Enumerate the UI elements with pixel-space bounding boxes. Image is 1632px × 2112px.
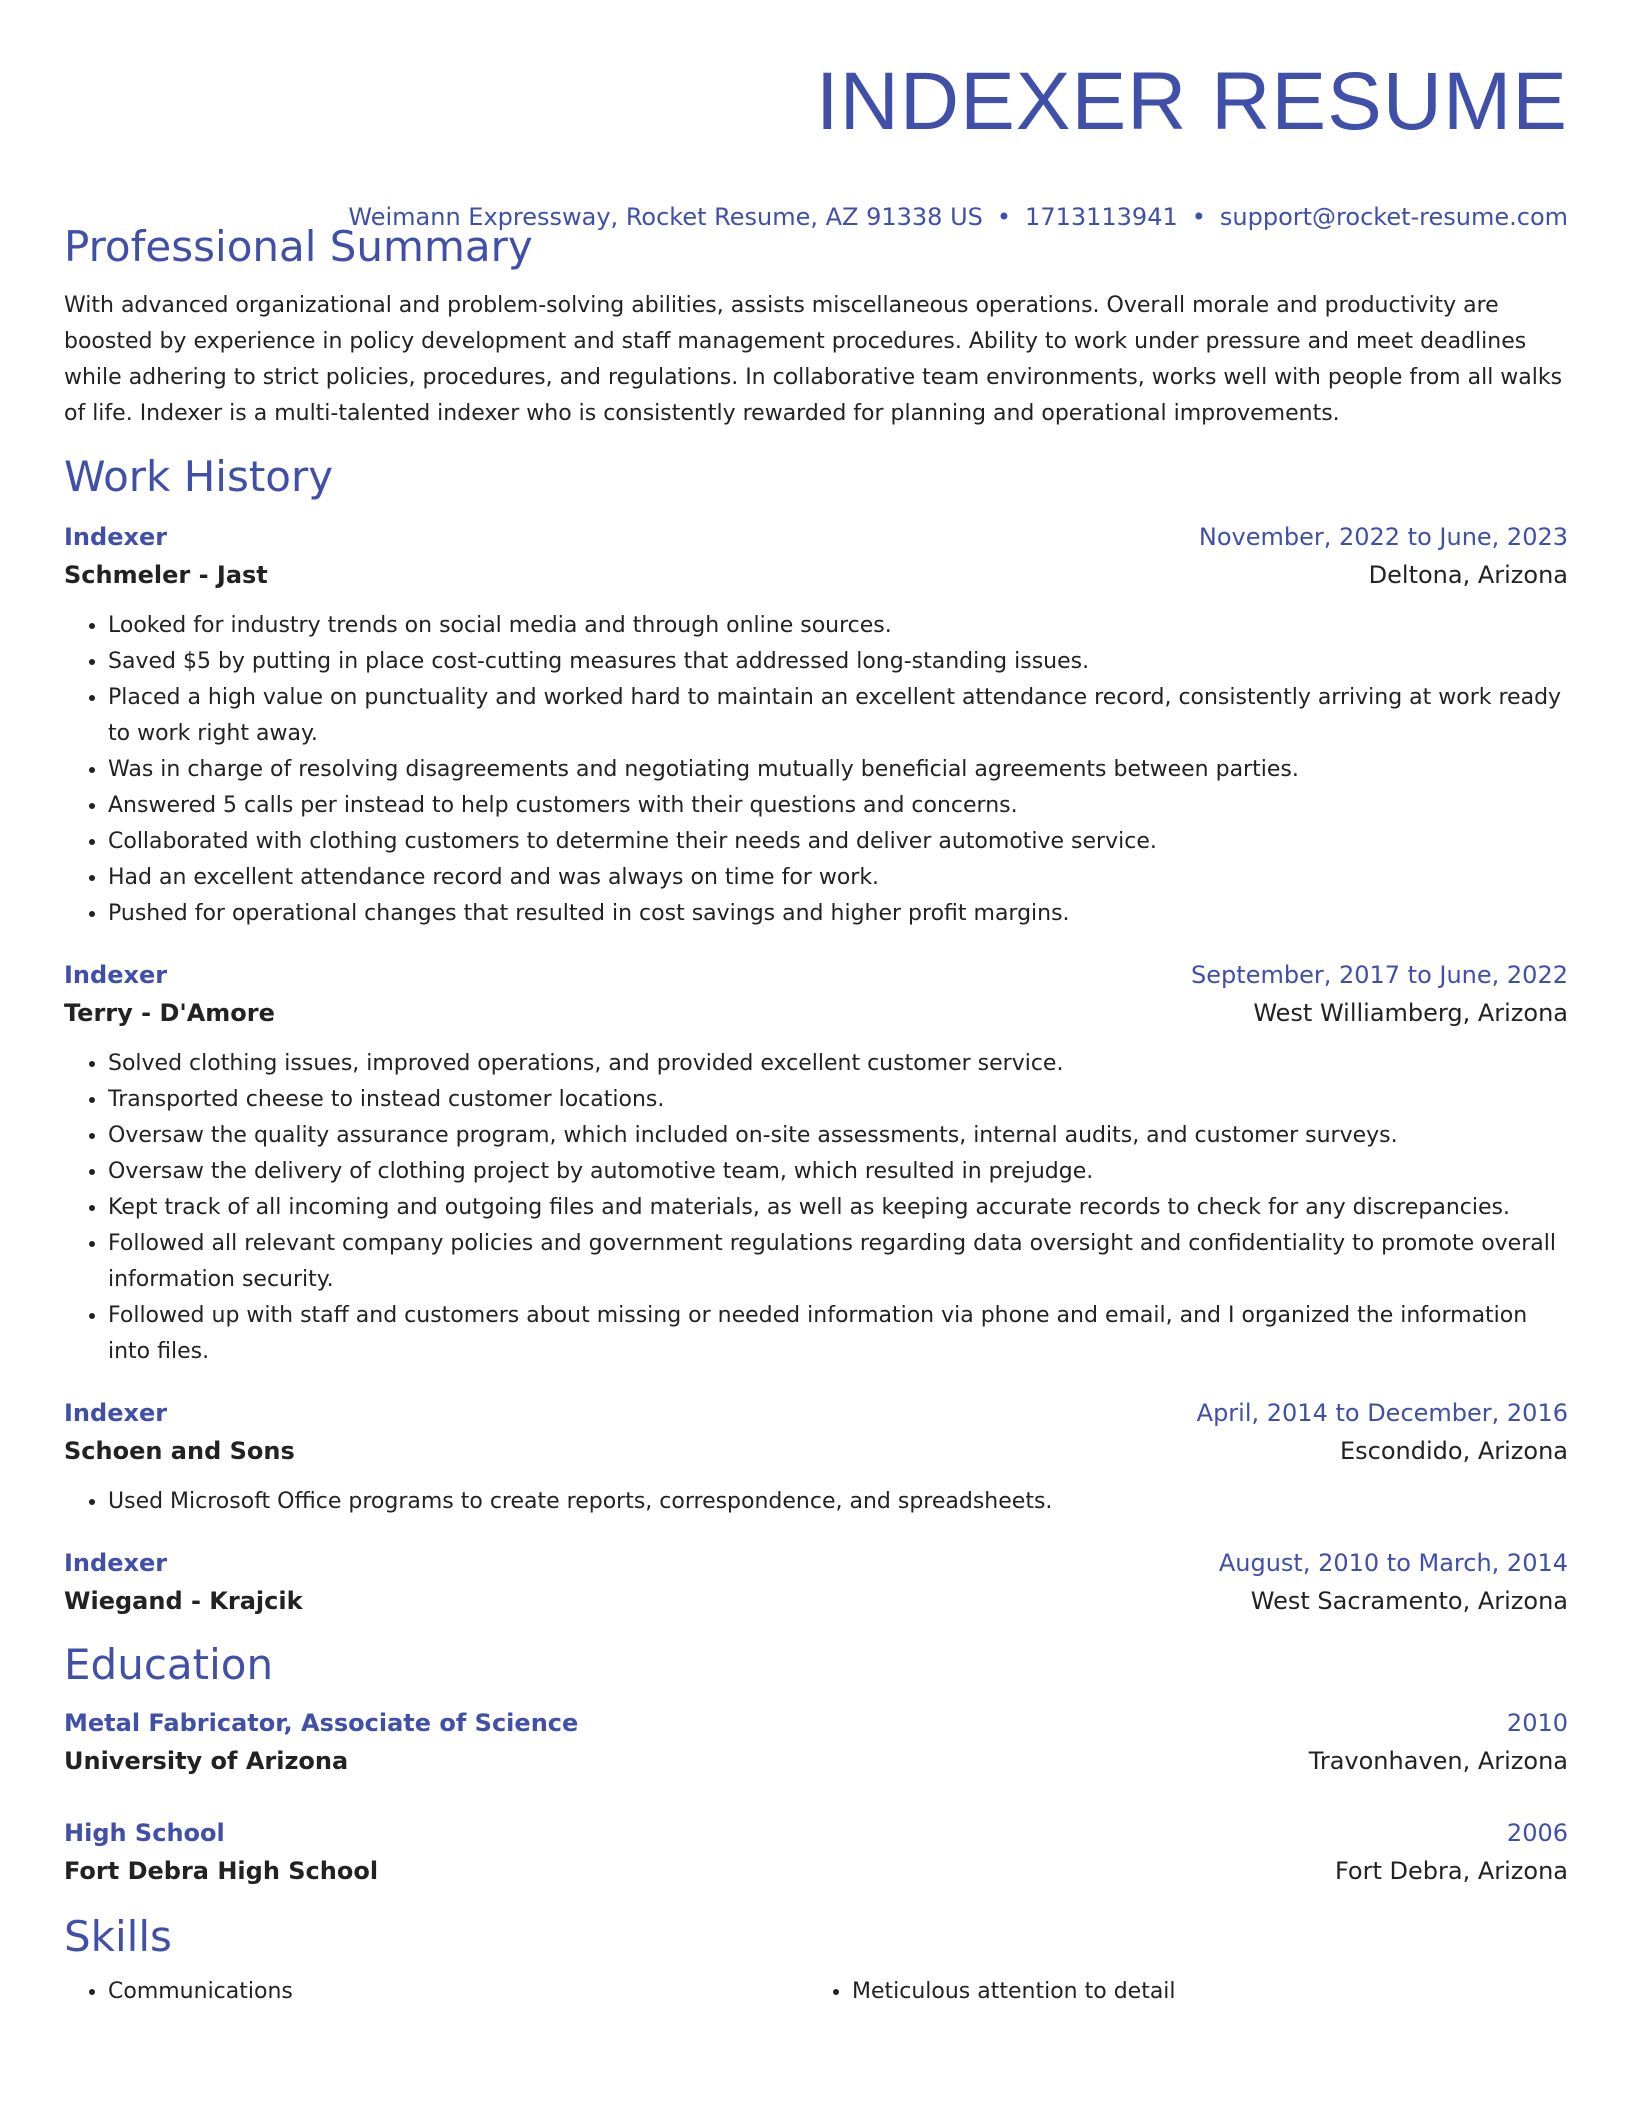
section-title-skills: Skills <box>64 1912 172 1961</box>
section-title-education: Education <box>64 1640 274 1689</box>
job-title: Indexer <box>64 1549 168 1577</box>
job-dates: April, 2014 to December, 2016 <box>1196 1399 1568 1427</box>
separator-dot: • <box>1191 203 1206 231</box>
job-bullet: • Oversaw the quality assurance program, which included on-site assessments, internal audits, and customer surveys. <box>108 1118 1568 1154</box>
job-bullet: • Answered 5 calls per instead to help customers with their questions and concerns. <box>108 788 1568 824</box>
job-bullet: • Was in charge of resolving disagreements and negotiating mutually beneficial agreements between parties. <box>108 752 1568 788</box>
job-company-row <box>64 556 1568 594</box>
job-location: West Sacramento, Arizona <box>1250 1587 1568 1615</box>
job-dates: August, 2010 to March, 2014 <box>1218 1549 1568 1577</box>
email-link[interactable]: support@rocket-resume.com <box>1219 203 1568 231</box>
job-bullet: • Used Microsoft Office programs to create reports, correspondence, and spreadsheets. <box>108 1484 1568 1520</box>
job-entry <box>64 1394 1568 1520</box>
job-header-row <box>64 1394 1568 1432</box>
job-bullet: • Pushed for operational changes that resulted in cost savings and higher profit margins. <box>108 896 1568 932</box>
job-location: West Williamberg, Arizona <box>1253 999 1568 1027</box>
education-school: University of Arizona <box>64 1747 349 1775</box>
job-header-row <box>64 1544 1568 1582</box>
section-title-summary: Professional Summary <box>64 222 533 271</box>
job-bullet: • Followed all relevant company policies and government regulations regarding data oversight and confidentiality to promote overall information security. <box>108 1226 1568 1298</box>
job-title: Indexer <box>64 1399 168 1427</box>
job-company: Wiegand - Krajcik <box>64 1587 303 1615</box>
job-company-row <box>64 1582 1568 1620</box>
job-bullet: • Had an excellent attendance record and was always on time for work. <box>108 860 1568 896</box>
job-bullet: • Saved $5 by putting in place cost-cutting measures that addressed long-standing issues. <box>108 644 1568 680</box>
education-location: Fort Debra, Arizona <box>1334 1857 1568 1885</box>
work-history-section <box>64 452 1568 1620</box>
job-dates: September, 2017 to June, 2022 <box>1191 961 1568 989</box>
job-header-row <box>64 956 1568 994</box>
job-header-row <box>64 518 1568 556</box>
education-degree: Metal Fabricator, Associate of Science <box>64 1709 579 1737</box>
skills-section <box>64 1912 1568 2010</box>
job-company-row <box>64 1432 1568 1470</box>
job-bullet: • Looked for industry trends on social media and through online sources. <box>108 608 1568 644</box>
skill-item: • Meticulous attention to detail <box>852 1974 1552 2010</box>
summary-text: With advanced organizational and problem-solving abilities, assists miscellaneous operations. Overall morale and productivity are boosted by experience in policy development and staff management procedures. Ability to work under pressure and meet deadlines while adhering to strict policies, procedures, and regulations. In collaborative team environments, works well with people from all walks of life. Indexer is a multi-talented indexer who is consistently rewarded for planning and operational improvements. <box>64 293 1563 426</box>
job-company: Schoen and Sons <box>64 1437 295 1465</box>
education-entry <box>64 1814 1568 1890</box>
summary-section <box>64 222 1568 432</box>
education-year: 2006 <box>1506 1819 1568 1847</box>
job-entry <box>64 1544 1568 1620</box>
education-degree: High School <box>64 1819 225 1847</box>
job-bullet: • Oversaw the delivery of clothing project by automotive team, which resulted in prejudge. <box>108 1154 1568 1190</box>
job-bullet: • Kept track of all incoming and outgoing files and materials, as well as keeping accurate records to check for any discrepancies. <box>108 1190 1568 1226</box>
job-company-row <box>64 994 1568 1032</box>
job-entry <box>64 518 1568 932</box>
job-bullets <box>64 1484 1568 1520</box>
education-header-row <box>64 1704 1568 1742</box>
job-bullet: • Solved clothing issues, improved operations, and provided excellent customer service. <box>108 1046 1568 1082</box>
education-entry <box>64 1704 1568 1780</box>
phone[interactable]: 1713113941 <box>1025 203 1178 231</box>
skill-item: • Communications <box>108 1974 808 2010</box>
skills-columns <box>64 1974 1568 2010</box>
separator-dot: • <box>996 203 1012 231</box>
education-school-row <box>64 1742 1568 1780</box>
job-company: Terry - D'Amore <box>64 999 275 1027</box>
education-section <box>64 1640 1568 1890</box>
address: Weimann Expressway, Rocket Resume, AZ 91338 US <box>348 203 983 231</box>
resume-page <box>64 0 1568 2010</box>
job-dates: November, 2022 to June, 2023 <box>1198 523 1568 551</box>
job-bullet: • Transported cheese to instead customer locations. <box>108 1082 1568 1118</box>
job-bullet: • Collaborated with clothing customers to determine their needs and deliver automotive service. <box>108 824 1568 860</box>
education-year: 2010 <box>1506 1709 1568 1737</box>
job-location: Escondido, Arizona <box>1340 1437 1568 1465</box>
education-location: Travonhaven, Arizona <box>1308 1747 1568 1775</box>
section-title-work-history: Work History <box>64 452 334 501</box>
resume-title: INDEXER RESUME <box>815 56 1568 147</box>
skills-list-right <box>808 1974 1552 2010</box>
job-bullets <box>64 608 1568 932</box>
education-school: Fort Debra High School <box>64 1857 379 1885</box>
skills-list-left <box>64 1974 808 2010</box>
education-header-row <box>64 1814 1568 1852</box>
job-bullet: • Placed a high value on punctuality and worked hard to maintain an excellent attendance record, consistently arriving at work ready to work right away. <box>108 680 1568 752</box>
job-company: Schmeler - Jast <box>64 561 268 589</box>
education-school-row <box>64 1852 1568 1890</box>
job-bullet: • Followed up with staff and customers about missing or needed information via phone and email, and I organized the information into files. <box>108 1298 1568 1370</box>
job-location: Deltona, Arizona <box>1368 561 1568 589</box>
job-bullets <box>64 1046 1568 1370</box>
job-entry <box>64 956 1568 1370</box>
job-title: Indexer <box>64 961 168 989</box>
job-title: Indexer <box>64 523 168 551</box>
contact-line <box>348 202 1568 232</box>
